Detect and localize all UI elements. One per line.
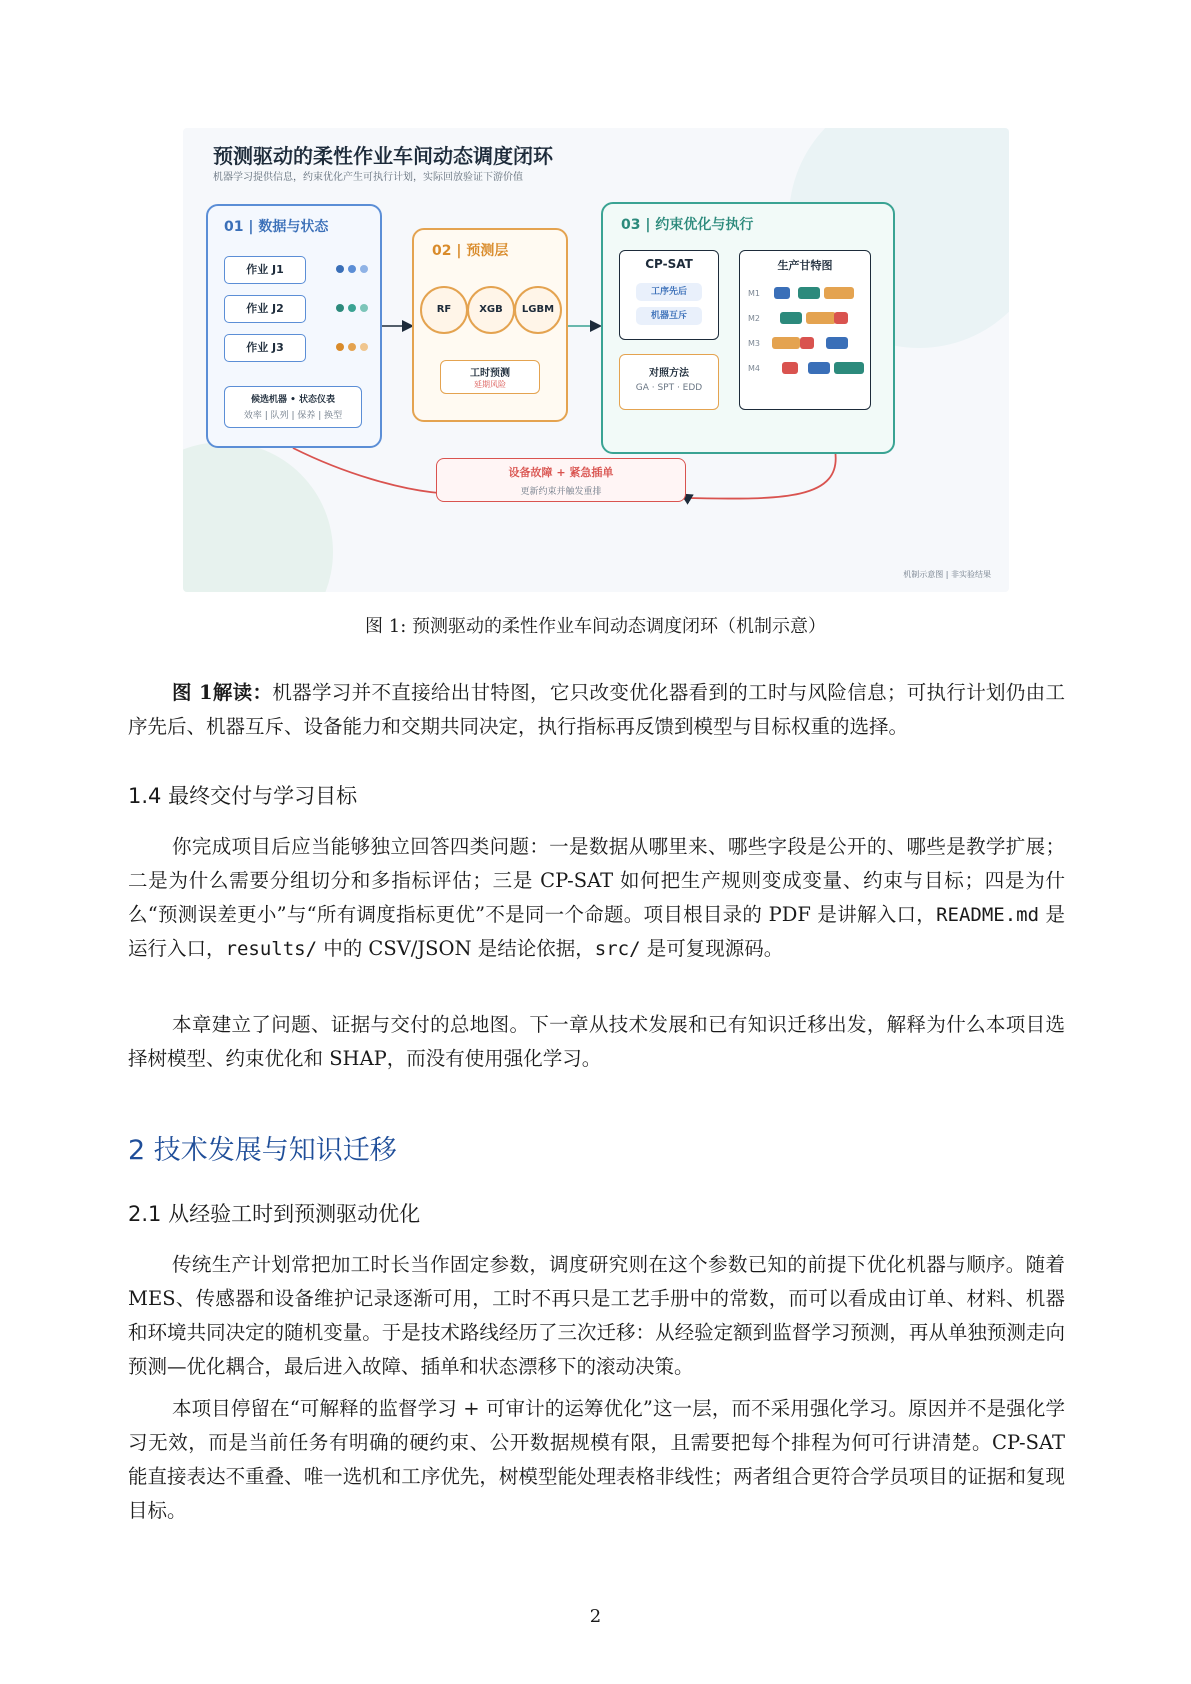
gantt-bar: [772, 337, 800, 349]
gantt-bar: [782, 362, 798, 374]
chip-mutex: 机器互斥: [636, 307, 702, 325]
chip-precedence: 工序先后: [636, 283, 702, 301]
text-run: 你完成项目后应当能够独立回答四类问题：一是数据从哪里来、哪些字段是公开的、哪些是教学扩展；二是为什么需要分组切分和多指标评估；三是 CP-SAT 如何把生产规则变成变量、约束与目标；四是为什么“预测误差更小”与“所有调度指标更优”不是同一个命题。项目根目录的 PDF 是讲解入口，: [128, 835, 1065, 926]
text-run: 中的 CSV/JSON 是结论依据，: [317, 937, 595, 960]
gantt-title: 生产甘特图: [777, 259, 833, 272]
gantt-bar: [834, 362, 864, 374]
panel-optimization: [601, 202, 895, 454]
section-2-1-paragraph-2: 本项目停留在“可解释的监督学习 + 可审计的运筹优化”这一层，而不采用强化学习。原因并不是强化学习无效，而是当前任务有明确的硬约束、公开数据规模有限，且需要把每个排程为何可行讲清楚。CP-SAT 能直接表达不重叠、唯一选机和工序优先，树模型能处理表格非线性；两者组合更符合学员项目的证据和复现目标。: [128, 1397, 1065, 1522]
figure-mechanism-diagram: [183, 128, 1009, 592]
code-src: src/: [594, 938, 641, 960]
machine-label: M2: [748, 314, 760, 323]
feedback-curve-right: [688, 450, 836, 499]
status-box-items: 效率 | 队列 | 保养 | 换型: [243, 411, 343, 421]
panel-optimization-title: 03 | 约束优化与执行: [621, 217, 754, 233]
panel-data-state: [206, 204, 382, 448]
section-1-4-heading: 1.4 最终交付与学习目标: [128, 784, 358, 808]
page-number: 2: [589, 1606, 602, 1627]
feedback-sub: 更新约束并触发重排: [520, 487, 602, 497]
gantt-bar: [806, 312, 836, 324]
section-1-4-paragraph-1: [128, 830, 1065, 966]
model-xgb: XGB: [467, 286, 515, 334]
section-2-heading: 2 技术发展与知识迁移: [128, 1135, 397, 1166]
machine-label: M3: [748, 339, 760, 348]
figure-title: 预测驱动的柔性作业车间动态调度闭环: [213, 144, 553, 168]
job-j3: 作业 J3: [224, 334, 306, 362]
gantt-bar: [780, 312, 802, 324]
solver-box: [619, 250, 719, 340]
machine-label: M4: [748, 364, 760, 373]
status-box-title: 候选机器 • 状态仪表: [250, 395, 336, 405]
gantt-box: [739, 250, 871, 410]
job-j1: 作业 J1: [224, 256, 306, 284]
baseline-items: GA · SPT · EDD: [635, 383, 703, 393]
feedback-box: [436, 458, 686, 502]
figure-reading-label: 图 1解读：: [172, 681, 273, 704]
panel-prediction: [412, 228, 568, 422]
panel-prediction-title: 02 | 预测层: [432, 243, 509, 259]
panel-data-state-title: 01 | 数据与状态: [224, 219, 329, 235]
feedback-curve-left: [293, 448, 458, 493]
figure-reading-paragraph: [128, 676, 1065, 744]
prediction-output-title: 工时预测: [470, 368, 510, 379]
figure-note: 机制示意图 | 非实验结果: [903, 570, 991, 579]
prediction-output-sub: 延期风险: [474, 380, 506, 389]
job-j2: 作业 J2: [224, 295, 306, 323]
prediction-output-box: [440, 360, 540, 394]
figure-subtitle: 机器学习提供信息，约束优化产生可执行计划，实际回放验证下游价值: [213, 172, 523, 183]
gantt-bar: [826, 337, 848, 349]
text-run: 是可复现源码。: [640, 937, 784, 960]
gantt-bar: [808, 362, 830, 374]
gantt-bar: [798, 287, 820, 299]
solver-name: CP-SAT: [645, 257, 693, 271]
code-readme: README.md: [936, 904, 1040, 926]
model-rf: RF: [420, 286, 468, 334]
baseline-box: [619, 354, 719, 410]
section-2-1-heading: 2.1 从经验工时到预测驱动优化: [128, 1202, 421, 1226]
text-run: 是运行入口，: [128, 903, 1066, 960]
machine-label: M1: [748, 289, 760, 298]
code-results: results/: [225, 938, 318, 960]
figure-reading-text: 机器学习并不直接给出甘特图，它只改变优化器看到的工时与风险信息；可执行计划仍由工序先后、机器互斥、设备能力和交期共同决定，执行指标再反馈到模型与目标权重的选择。: [128, 681, 1065, 738]
figure-caption: 图 1: 预测驱动的柔性作业车间动态调度闭环（机制示意）: [365, 616, 826, 637]
gantt-bar: [774, 287, 790, 299]
model-lgbm: LGBM: [514, 286, 562, 334]
gantt-bar: [834, 312, 848, 324]
machine-status-box: [224, 386, 362, 428]
gantt-bar: [824, 287, 854, 299]
feedback-title: 设备故障 + 紧急插单: [508, 466, 614, 479]
section-2-1-paragraph-1: 传统生产计划常把加工时长当作固定参数，调度研究则在这个参数已知的前提下优化机器与顺序。随着 MES、传感器和设备维护记录逐渐可用，工时不再只是工艺手册中的常数，而可以看成由订单、材料、机器和环境共同决定的随机变量。于是技术路线经历了三次迁移：从经验定额到监督学习预测，再从单独预测走向预测—优化耦合，最后进入故障、插单和状态漂移下的滚动决策。: [128, 1253, 1065, 1378]
section-1-4-paragraph-2: 本章建立了问题、证据与交付的总地图。下一章从技术发展和已有知识迁移出发，解释为什么本项目选择树模型、约束优化和 SHAP，而没有使用强化学习。: [128, 1013, 1065, 1070]
baseline-title: 对照方法: [649, 368, 689, 379]
gantt-bar: [800, 337, 814, 349]
